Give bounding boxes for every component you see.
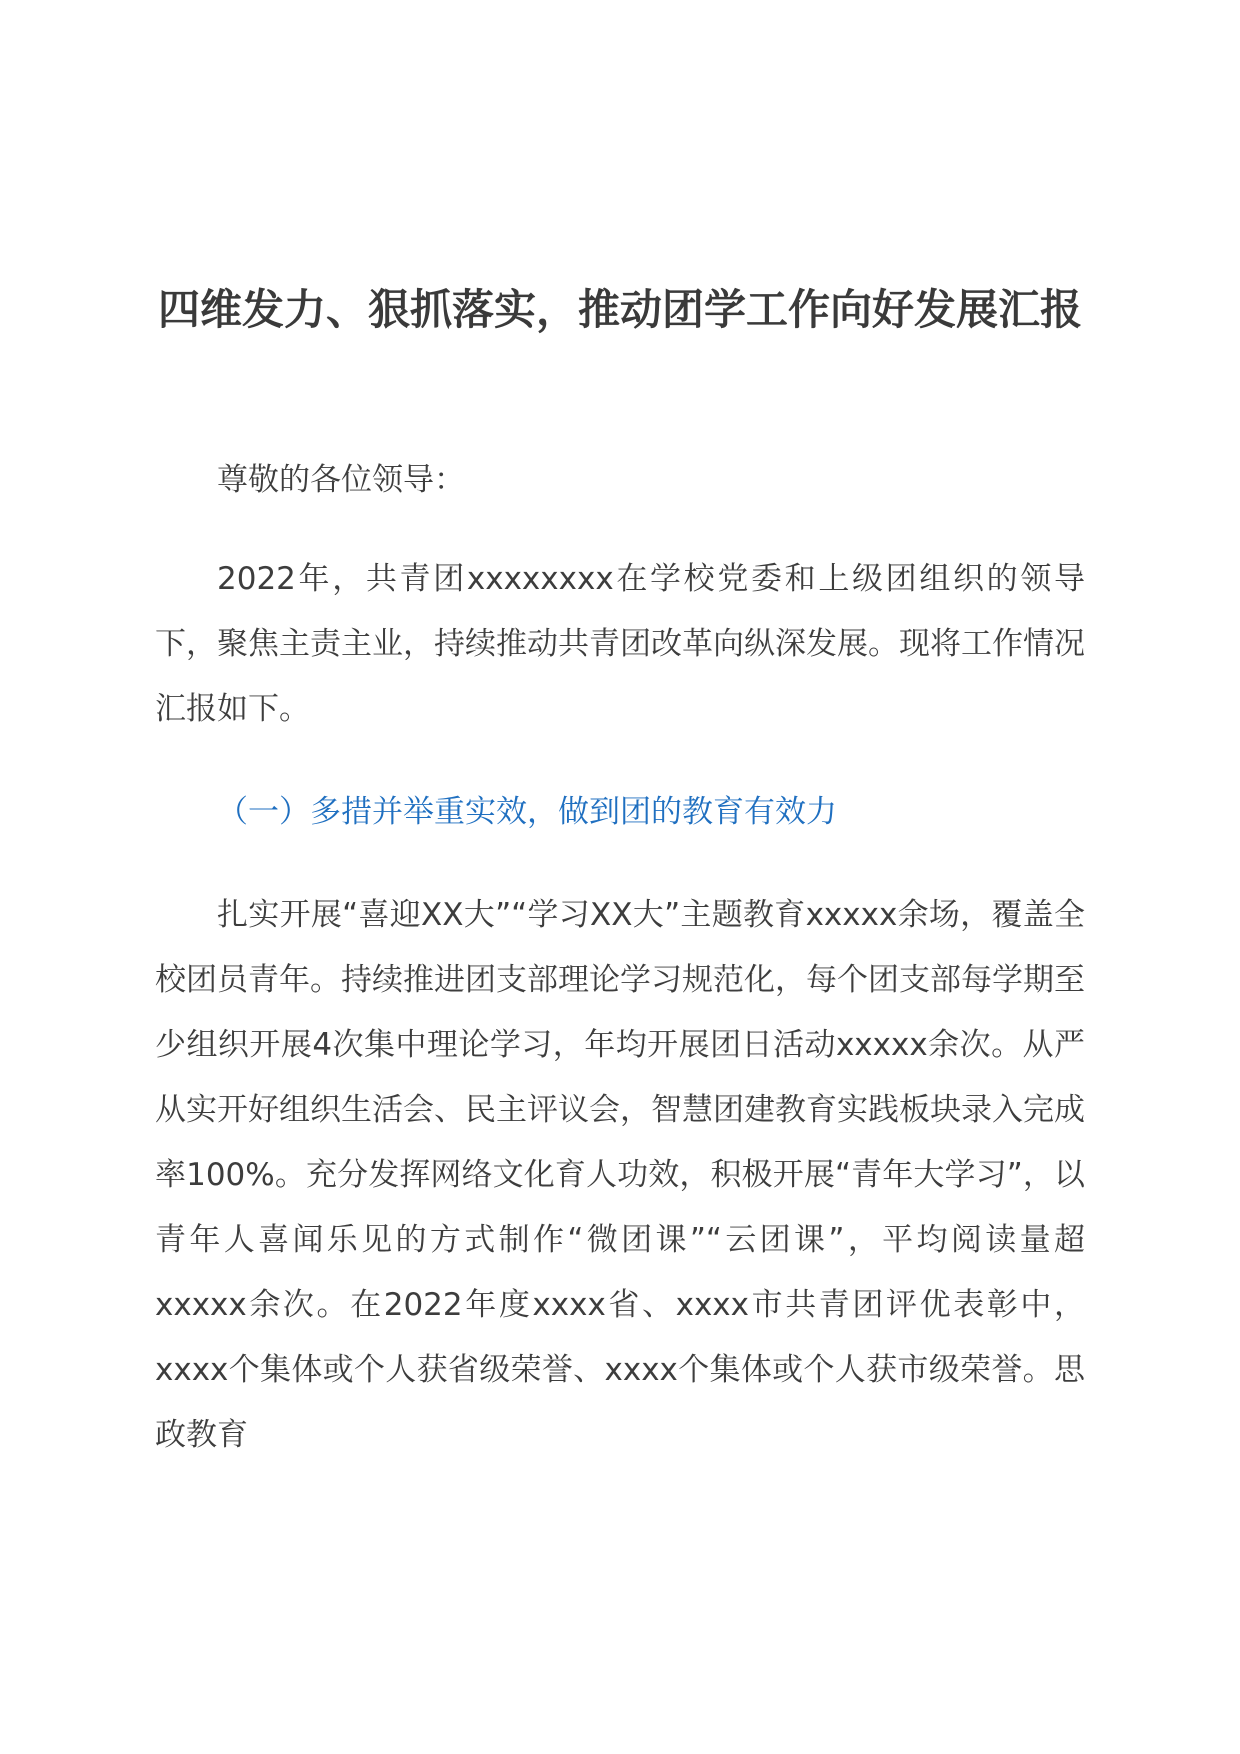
intro-paragraph: 2022年，共青团xxxxxxxx在学校党委和上级团组织的领导下，聚焦主责主业，持续推动共青团改革向纵深发展。现将工作情况汇报如下。 xyxy=(155,561,1085,727)
body-paragraph: 扎实开展“喜迎XX大”“学习XX大”主题教育xxxxx余场，覆盖全校团员青年。持续推进团支部理论学习规范化，每个团支部每学期至少组织开展4次集中理论学习，年均开展团日活动xxxxx余次。从严从实开好组织生活会、民主评议会，智慧团建教育实践板块录入完成率100%。充分发挥网络文化育人功效，积极开展“青年大学习”，以青年人喜闻乐见的方式制作“微团课”“云团课”，平均阅读量超xxxxx余次。在2022年度xxxx省、xxxx市共青团评优表彰中，xxxx个集体或个人获省级荣誉、xxxx个集体或个人获市级荣誉。思政教育 xyxy=(155,897,1085,1453)
salutation: 尊敬的各位领导： xyxy=(217,462,465,498)
document-title: 四维发力、狠抓落实，推动团学工作向好发展汇报 xyxy=(157,285,1082,334)
section-heading: （一）多措并举重实效，做到团的教育有效力 xyxy=(217,794,837,830)
